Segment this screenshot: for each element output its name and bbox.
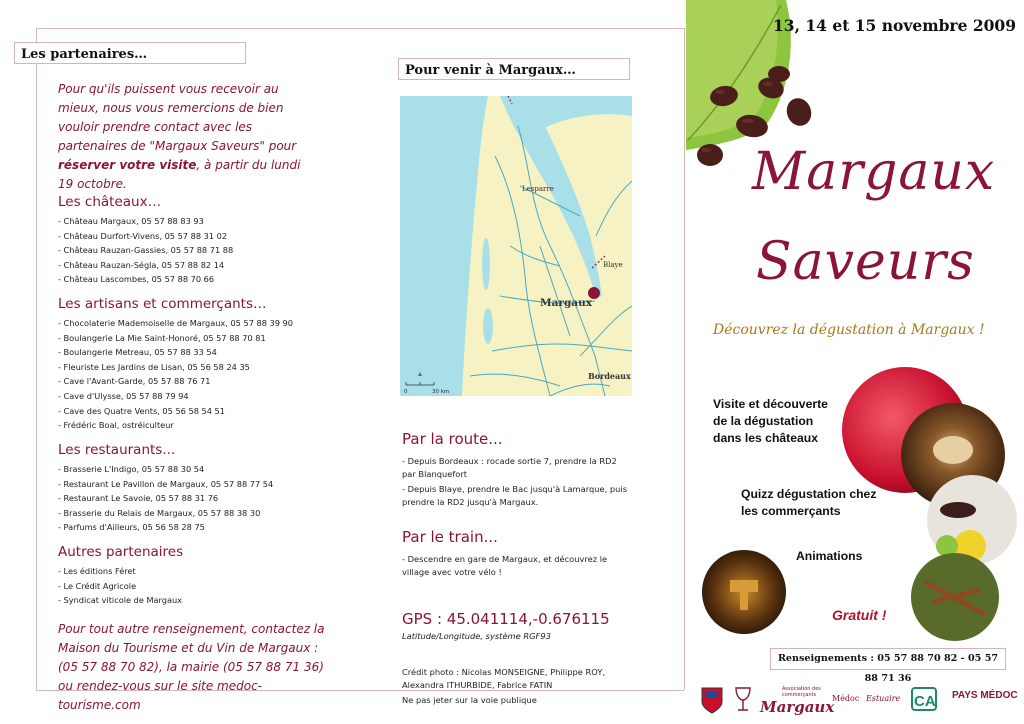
partners-title: Les partenaires… [14,42,246,64]
list-item: - Les éditions Féret [58,566,136,576]
free-label: Gratuit ! [832,607,887,623]
pays-medoc-logo: PAYS MÉDOC [952,690,1018,701]
map-label-blaye: Blaye [603,261,623,269]
list-item: - Parfums d'Ailleurs, 05 56 58 28 75 [58,522,205,533]
list-item: - Syndicat viticole de Margaux [58,595,183,606]
list-item: - Brasserie du Relais de Margaux, 05 57 88 38 30 [58,507,261,518]
margaux-logo-small-text: Association des commerçants [782,686,821,698]
list-item: - Cave d'Ulysse, 05 57 88 79 94 [58,390,189,401]
list-item: - Fleuriste Les Jardins de Lisan, 05 56 58 24 35 [58,361,250,372]
list-item: - Le Crédit Agricole [58,580,137,591]
photo-credits: Crédit photo : Nicolas MONSEIGNE, Philippe ROY, Alexandra ITHURBIDE, Fabrice FATIN [402,667,606,690]
map-label-margaux: Margaux [540,297,592,309]
feature-quizz: Quizz dégustation chez les commerçants [741,487,877,518]
route-item-2: - Depuis Blaye, prendre le Bac jusqu'à Lamarque, puis prendre la RD2 jusqu'à Margaux. [402,484,628,507]
list-item: - Boulangerie La Mie Saint-Honoré, 05 57 88 70 81 [58,332,266,343]
list-item: - Cave l'Avant-Garde, 05 57 88 76 71 [58,376,211,387]
train-title: Par le train... [402,528,498,546]
list-item: - Château Rauzan-Gassies, 05 57 88 71 88 [58,245,234,256]
gps-title: GPS : 45.041114,-0.676115 [402,610,610,628]
frame-left [36,28,37,690]
chateaux-title: Les châteaux… [58,194,162,210]
artisans-list [58,316,293,433]
restaurants-list [58,462,273,535]
margaux-logo-text: Margaux [760,698,835,716]
brand-line-1: Margaux [752,142,996,202]
list-item: - Boulangerie Metreau, 05 57 88 33 54 [58,347,217,358]
artisans-title: Les artisans et commerçants… [58,296,267,312]
directions-title: Pour venir à Margaux… [398,58,630,80]
list-item: - Château Margaux, 05 57 88 83 93 [58,216,204,226]
crest-logo [700,686,724,716]
notice-text: Ne pas jeter sur la voie publique [402,695,537,705]
brand-subtitle: Découvrez la dégustation à Margaux ! [713,322,985,338]
restaurants-title: Les restaurants... [58,442,176,458]
list-item: - Cave des Quatre Vents, 05 56 58 54 51 [58,405,225,416]
ca-logo-text: CA [914,693,936,710]
map-svg [400,96,632,396]
map-label-bordeaux: Bordeaux [588,371,631,381]
medoc-logo: Médoc [832,694,860,703]
estuaire-logo: Estuaire [866,694,901,703]
map-scale-end: 30 km [432,389,450,395]
map-label-lesparre: Lesparre [522,185,554,193]
list-item: - Brasserie L'Indigo, 05 57 88 30 54 [58,464,205,474]
brand-line-2: Saveurs [756,232,975,292]
list-item: - Chocolaterie Mademoiselle de Margaux, 05 57 88 39 90 [58,318,293,328]
wine-glass-logo [730,686,756,716]
event-dates: 13, 14 et 15 novembre 2009 [773,16,1016,35]
list-item: - Château Lascombes, 05 57 88 70 66 [58,274,215,285]
list-item: - Château Durfort-Vivens, 05 57 88 31 02 [58,230,228,241]
list-item: - Restaurant Le Savoie, 05 57 88 31 76 [58,493,219,504]
intro-text: Pour qu'ils puissent vous recevoir au mieux, nous vous remercions de bien vouloir prendre contact avec les partenaires de "Margaux Saveurs" pour réserver votre visite, à partir du lundi 19 octobre. [58,82,301,191]
others-list [58,564,182,608]
list-item: - Château Rauzan-Ségla, 05 57 88 82 14 [58,259,225,270]
list-item: - Frédéric Boal, ostréiculteur [58,420,174,431]
credit-agricole-logo [910,686,952,716]
gps-subtitle: Latitude/Longitude, système RGF93 [402,631,551,641]
margaux-association-logo [760,686,835,716]
feature-animations: Animations [796,549,863,563]
frame-top [36,28,684,29]
list-item: - Restaurant Le Pavillon de Margaux, 05 57 88 77 54 [58,478,274,489]
route-title: Par la route... [402,430,503,448]
feature-visit: Visite et découverte de la dégustation dans les châteaux [713,397,828,445]
region-map [400,96,632,396]
map-scale-zero: 0 [404,389,408,395]
train-text: - Descendre en gare de Margaux, et découvrez le village avec votre vélo ! [402,554,608,577]
frame-divider [684,28,685,690]
route-item-1: - Depuis Bordeaux : rocade sortie 7, prendre la RD2 par Blanquefort [402,456,617,479]
contact-info: Renseignements : 05 57 88 70 82 - 05 57 88 71 36 [770,648,1006,670]
outro-text: Pour tout autre renseignement, contactez la Maison du Tourisme et du Vin de Margaux : (05 57 88 70 82), la mairie (05 57 88 71 36) ou rendez-vous sur le site medoc-tourisme.com [58,622,325,712]
chateaux-list [58,214,233,287]
others-title: Autres partenaires [58,544,184,560]
